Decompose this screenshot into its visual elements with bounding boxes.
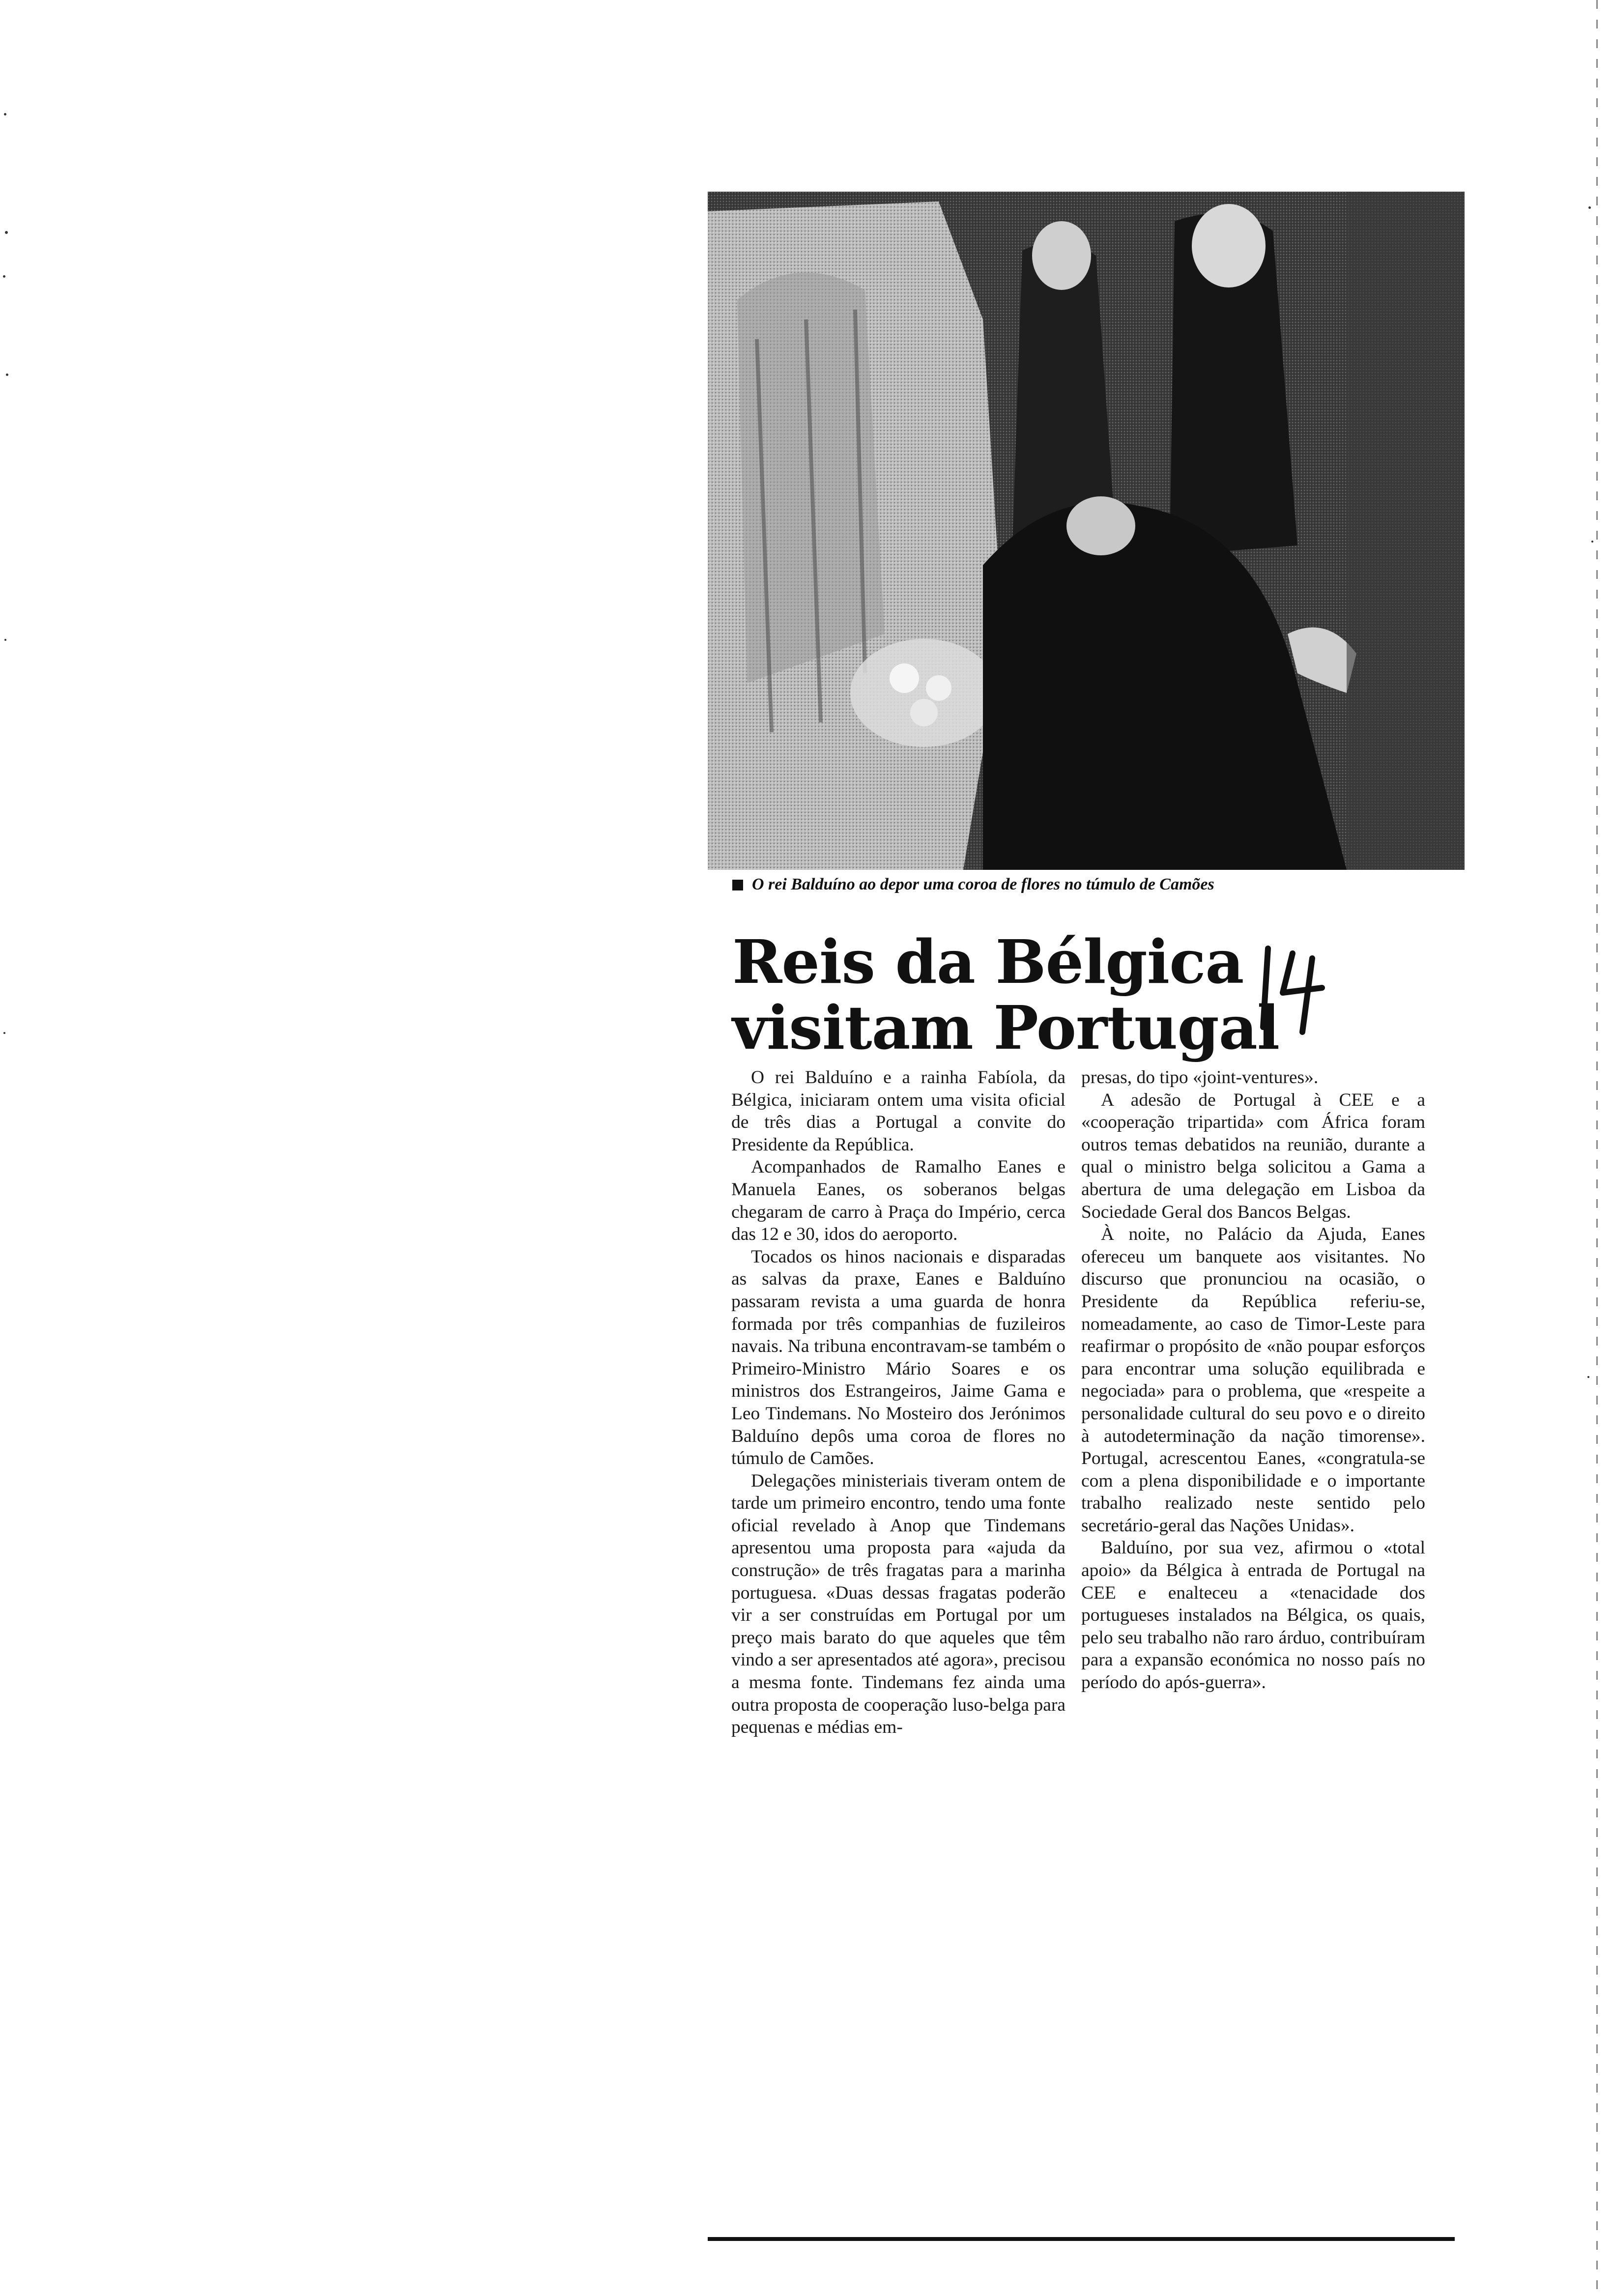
- paragraph: Delegações ministeriais tiveram ontem de tarde um primeiro encontro, tendo uma fonte oficial revelado à Anop que Tindemans apresentou uma proposta para «ajuda da construção» de três fragatas para a marinha portuguesa. «Duas dessas fragatas poderão vir a ser construídas em Portugal por um preço mais barato do que aqueles que têm vindo a ser apresentados até agora», precisou a mesma fonte. Tindemans fez ainda uma outra proposta de cooperação luso-belga para pequenas e médias em-: [731, 1470, 1065, 1738]
- bottom-rule: [708, 2237, 1455, 2241]
- paragraph: Acompanhados de Ramalho Eanes e Manuela Eanes, os soberanos belgas chegaram de carro à Praça do Império, cerca das 12 e 30, idos do aeroporto.: [731, 1157, 1065, 1245]
- article-column-left: [731, 1066, 1065, 1739]
- article-column-right: [1081, 1066, 1425, 1694]
- headline-line-1: Reis da Bélgica: [732, 926, 1244, 997]
- scan-right-edge: [1583, 0, 1612, 2296]
- news-photo: [708, 192, 1465, 870]
- headline-line-2: visitam Portugal: [732, 992, 1280, 1063]
- photo-caption: [732, 874, 1460, 895]
- newspaper-clipping: [708, 192, 1465, 2275]
- caption-bullet-icon: [732, 880, 743, 890]
- paragraph: presas, do tipo «joint-ventures».: [1081, 1067, 1319, 1088]
- handwritten-mark: [1248, 939, 1347, 1037]
- paragraph: À noite, no Palácio da Ajuda, Eanes ofereceu um banquete aos visitantes. No discurso que pronunciou na ocasião, o Presidente da República referiu-se, nomeadamente, ao caso de Timor-Leste para reafirmar o propósito de «não poupar esforços para encontrar uma solução equilibrada e negociada» para o problema, que «respeite a personalidade cultural do seu povo e o direito à autodeterminação da nação timorense». Portugal, acrescentou Eanes, «congratula-se com a plena disponibilidade e o importante trabalho realizado neste sentido pelo secretário-geral das Nações Unidas».: [1081, 1224, 1425, 1536]
- caption-text: O rei Balduíno ao depor uma coroa de flores no túmulo de Camões: [752, 875, 1214, 893]
- headline: [732, 926, 1460, 1063]
- paragraph: O rei Balduíno e a rainha Fabíola, da Bélgica, iniciaram ontem uma visita oficial de três dias a Portugal a convite do Presidente da República.: [731, 1067, 1065, 1155]
- paragraph: A adesão de Portugal à CEE e a «cooperação tripartida» com África foram outros temas debatidos na reunião, durante a qual o ministro belga solicitou a Gama a abertura de uma delegação em Lisboa da Sociedade Geral dos Bancos Belgas.: [1081, 1090, 1425, 1222]
- scan-left-edge: [0, 0, 20, 2296]
- paragraph: Tocados os hinos nacionais e disparadas as salvas da praxe, Eanes e Balduíno passaram revista a uma guarda de honra formada por três companhias de fuzileiros navais. Na tribuna encontravam-se também o Primeiro-Ministro Mário Soares e os ministros dos Estrangeiros, Jaime Gama e Leo Tindemans. No Mosteiro dos Jerónimos Balduíno depôs uma coroa de flores no túmulo de Camões.: [731, 1246, 1065, 1469]
- paragraph: Balduíno, por sua vez, afirmou o «total apoio» da Bélgica à entrada de Portugal na CEE e enalteceu a «tenacidade dos portugueses instalados na Bélgica, os quais, pelo seu trabalho não raro árduo, contribuíram para a expansão económica no nosso país no período do após-guerra».: [1081, 1538, 1425, 1693]
